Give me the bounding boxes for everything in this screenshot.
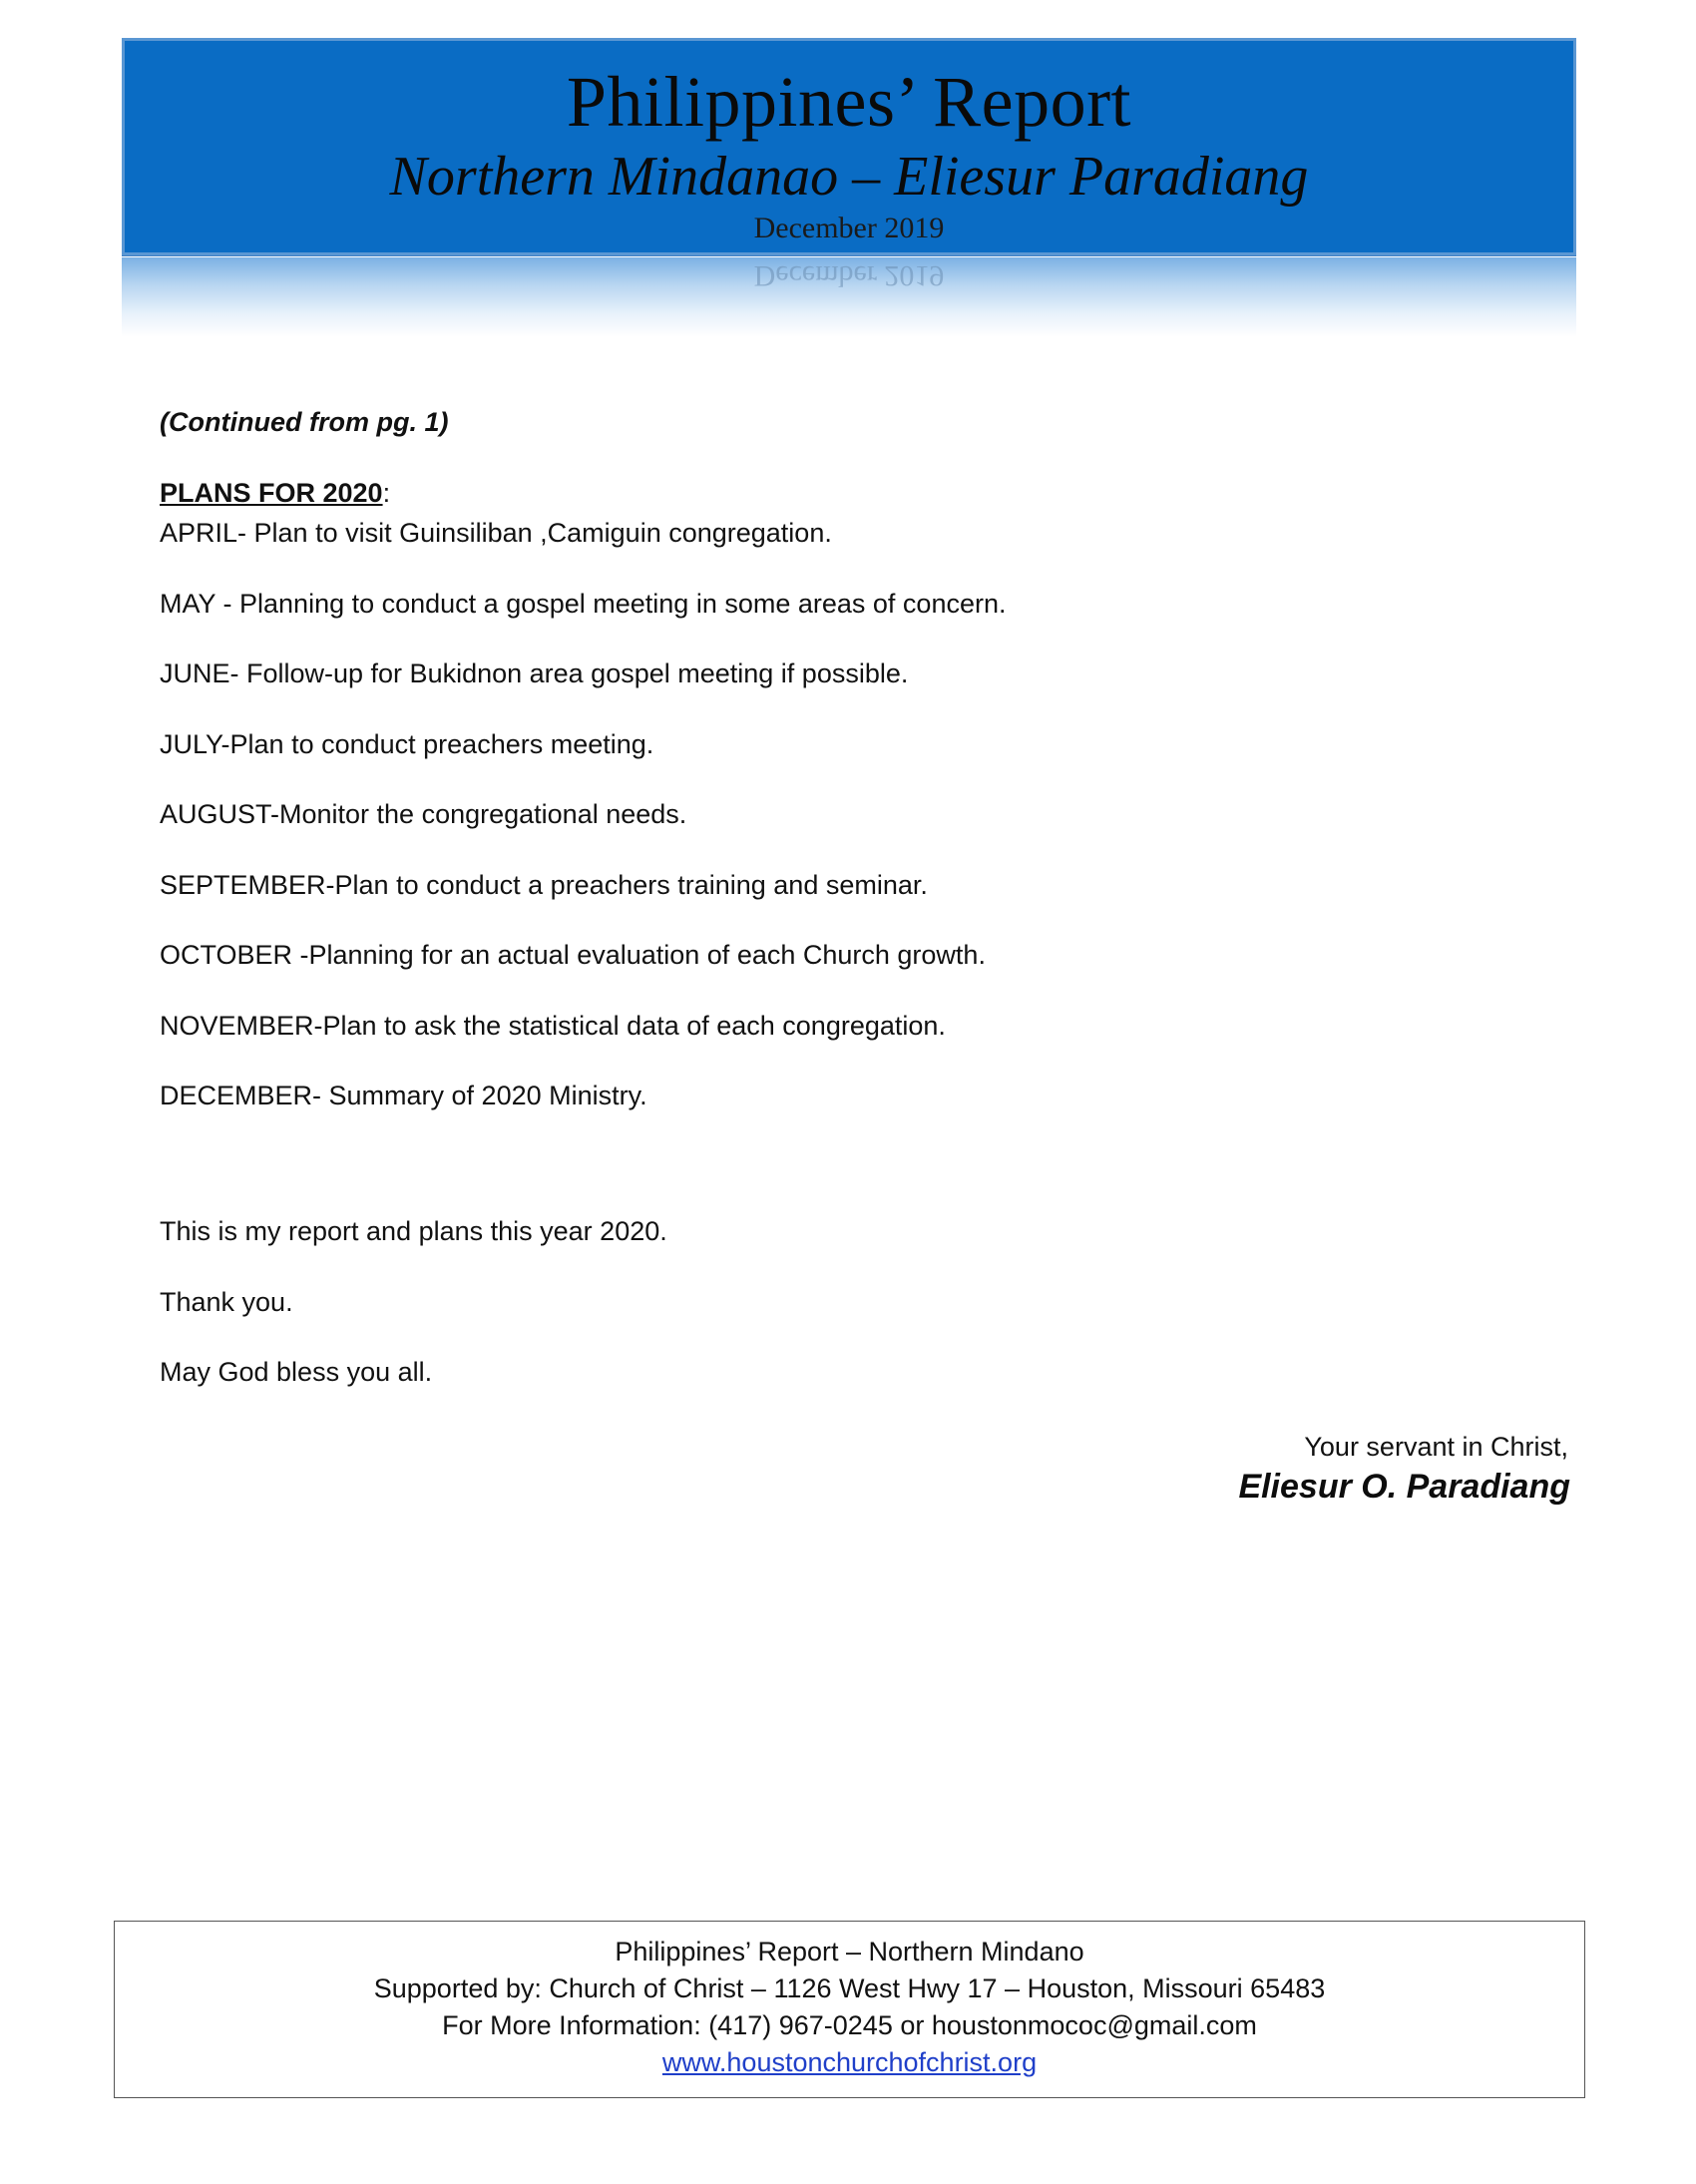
- website-link[interactable]: www.houstonchurchofchrist.org: [661, 2047, 1038, 2077]
- plan-item-october: OCTOBER -Planning for an actual evaluation of each Church growth.: [160, 940, 986, 970]
- plan-item-april: APRIL- Plan to visit Guinsiliban ,Camiguin congregation.: [160, 518, 832, 548]
- closing-thanks-line: Thank you.: [160, 1286, 293, 1317]
- author-signature: Eliesur O. Paradiang: [1238, 1468, 1570, 1506]
- continued-note: (Continued from pg. 1): [160, 407, 449, 437]
- footer-title-line: Philippines’ Report – Northern Mindano: [615, 1937, 1084, 1966]
- header-banner: [122, 38, 1576, 255]
- plan-item-november: NOVEMBER-Plan to ask the statistical data of each congregation.: [160, 1010, 946, 1041]
- plan-item-june: JUNE- Follow-up for Bukidnon area gospel meeting if possible.: [160, 658, 909, 688]
- footer-box: [114, 1921, 1585, 2098]
- closing-report-line: This is my report and plans this year 2020.: [160, 1216, 667, 1246]
- plans-heading-label: PLANS FOR 2020: [160, 478, 383, 508]
- banner-reflection: [122, 257, 1576, 337]
- plan-item-august: AUGUST-Monitor the congregational needs.: [160, 799, 687, 829]
- footer-support-line: Supported by: Church of Christ – 1126 West Hwy 17 – Houston, Missouri 65483: [373, 1973, 1326, 2003]
- report-title: Philippines’ Report: [566, 62, 1132, 142]
- plan-item-may: MAY - Planning to conduct a gospel meeting in some areas of concern.: [160, 588, 1007, 619]
- footer-contact-line: For More Information: (417) 967-0245 or houstonmococ@gmail.com: [442, 2010, 1257, 2040]
- plans-heading: [160, 478, 390, 509]
- report-date: December 2019: [753, 212, 945, 244]
- closing-blessing-line: May God bless you all.: [160, 1357, 433, 1387]
- report-subtitle: Northern Mindanao – Eliesur Paradiang: [389, 146, 1309, 208]
- plans-heading-colon: :: [382, 478, 391, 508]
- plans-list: [160, 513, 1006, 1146]
- closing-lines: [160, 1211, 667, 1423]
- signoff-text: Your servant in Christ,: [1304, 1432, 1568, 1462]
- plan-item-december: DECEMBER- Summary of 2020 Ministry.: [160, 1081, 647, 1110]
- date-reflection: December 2019: [753, 259, 945, 292]
- plan-item-september: SEPTEMBER-Plan to conduct a preachers training and seminar.: [160, 869, 928, 900]
- plan-item-july: JULY-Plan to conduct preachers meeting.: [160, 728, 654, 759]
